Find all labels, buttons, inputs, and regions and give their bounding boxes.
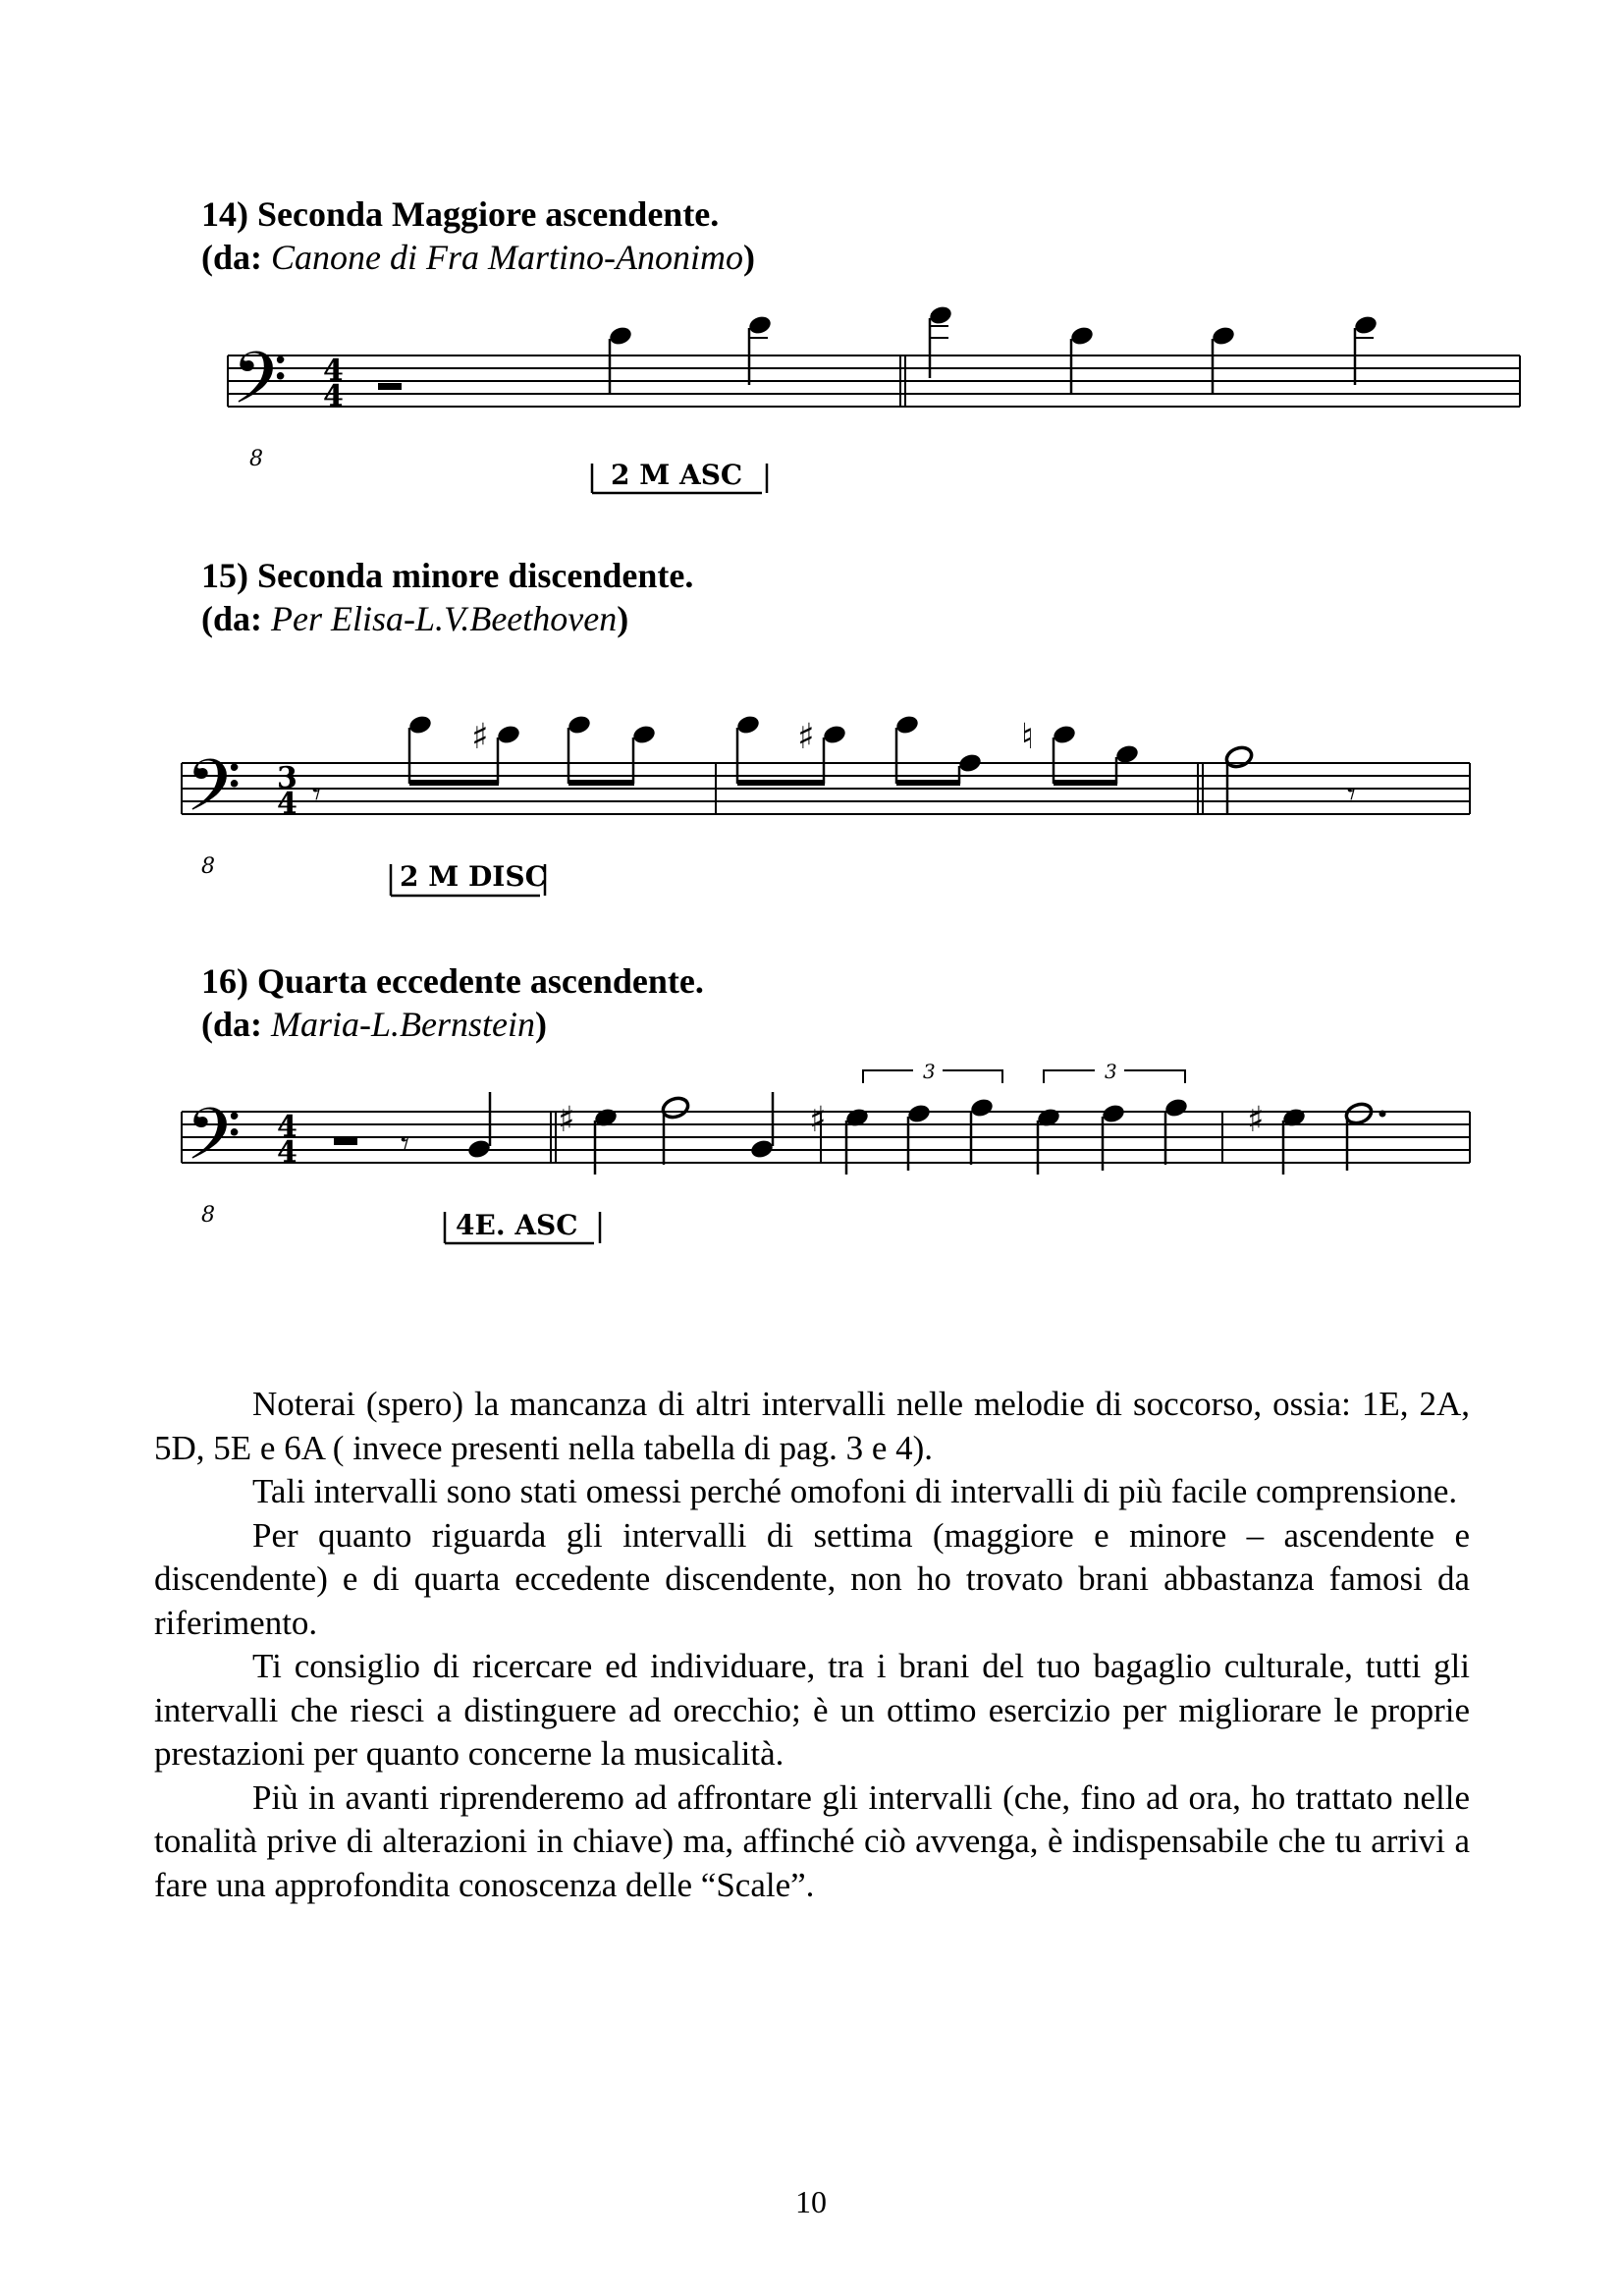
svg-text:4: 4 (277, 1135, 297, 1170)
eighth-rest: 𝄾 (401, 1124, 410, 1164)
example-14-heading (201, 192, 755, 279)
staff-14 (0, 295, 1622, 525)
tuplet-number: 3 (923, 1061, 936, 1083)
svg-text:3: 3 (277, 761, 297, 795)
eighth-rest: 𝄾 (1347, 775, 1357, 814)
clef-octave-mark: 8 (249, 447, 263, 471)
example-14-title: Seconda Maggiore ascendente. (257, 194, 720, 234)
eighth-rest: 𝄾 (312, 775, 322, 814)
example-16-work: Maria-L.Bernstein (271, 1005, 535, 1044)
sharp-icon: ♯ (809, 1100, 827, 1140)
example-15-heading (201, 554, 693, 640)
half-rest (378, 383, 402, 390)
sharp-icon: ♯ (1247, 1100, 1265, 1140)
example-15-number: 15) (201, 556, 248, 595)
interval-label-14: 2 M ASC (611, 459, 743, 491)
example-16-source: (da: Maria-L.Bernstein) (201, 1005, 547, 1044)
sharp-icon: ♯ (797, 717, 815, 757)
example-14-source: (da: Canone di Fra Martino-Anonimo) (201, 238, 755, 277)
tuplet-brackets (863, 1070, 1185, 1083)
svg-text:4: 4 (277, 1110, 297, 1144)
body-text (154, 1383, 1470, 1907)
sharp-icon: ♯ (558, 1100, 575, 1140)
notes-14 (608, 304, 1379, 393)
paragraph-4: Ti consiglio di ricercare ed individuare, tra i brani del tuo bagaglio culturale, tutti gli intervalli che riesci a distinguere ad orecchio; è un ottimo esercizio per migliorare le proprie prestazioni per quanto concerne la musicalità. (154, 1647, 1470, 1773)
example-16-heading (201, 959, 704, 1046)
example-14-number: 14) (201, 194, 248, 234)
example-15-title: Seconda minore discendente. (257, 556, 694, 595)
staff-15 (0, 678, 1622, 918)
interval-label-15: 2 M DISC (400, 860, 547, 893)
staff-14-notation (0, 295, 1622, 520)
svg-text:4: 4 (323, 379, 344, 413)
paragraph-2: Tali intervalli sono stati omessi perché omofoni di intervalli di più facile comprensione. (252, 1472, 1458, 1510)
bass-clef-icon: 𝄢 (186, 1092, 242, 1193)
paragraph-3: Per quanto riguarda gli intervalli di settima (maggiore e minore – ascendente e discendente) e di quarta eccedente discendente, non ho trovato brani abbastanza famosi da riferimento. (154, 1515, 1470, 1642)
svg-text:4: 4 (323, 354, 344, 388)
staff-16-notation (0, 1061, 1622, 1296)
clef-octave-mark: 8 (201, 1203, 215, 1228)
example-15-source: (da: Per Elisa-L.V.Beethoven) (201, 599, 629, 638)
tuplet-number: 3 (1105, 1061, 1117, 1083)
clef-octave-mark: 8 (201, 854, 215, 879)
staff-15-notation (0, 678, 1622, 913)
example-15-work: Per Elisa-L.V.Beethoven (271, 599, 618, 638)
bass-clef-icon: 𝄢 (232, 336, 288, 437)
bass-clef-icon: 𝄢 (186, 743, 242, 845)
page-number: 10 (795, 2184, 827, 2219)
paragraph-1: Noterai (spero) la mancanza di altri intervalli nelle melodie di soccorso, ossia: 1E, 2A, 5D, 5E e 6A ( invece presenti nella tabella di pag. 3 e 4). (154, 1385, 1470, 1467)
half-rest (334, 1138, 357, 1145)
natural-icon: ♮ (1021, 717, 1034, 757)
example-16-number: 16) (201, 961, 248, 1001)
staff-16 (0, 1061, 1622, 1301)
example-14-work: Canone di Fra Martino-Anonimo (271, 238, 743, 277)
sharp-icon: ♯ (471, 717, 489, 757)
notes-15 (407, 714, 1254, 815)
paragraph-5: Più in avanti riprenderemo ad affrontare gli intervalli (che, fino ad ora, ho trattato nelle tonalità prive di alterazioni in chiave) ma, affinché ciò avvenga, è indispensabile che tu arrivi a fare una approfondita conoscenza delle “Scale”. (154, 1777, 1470, 1904)
interval-label-16: 4E. ASC (456, 1209, 578, 1241)
svg-text:4: 4 (277, 787, 297, 821)
example-16-title: Quarta eccedente ascendente. (257, 961, 704, 1001)
